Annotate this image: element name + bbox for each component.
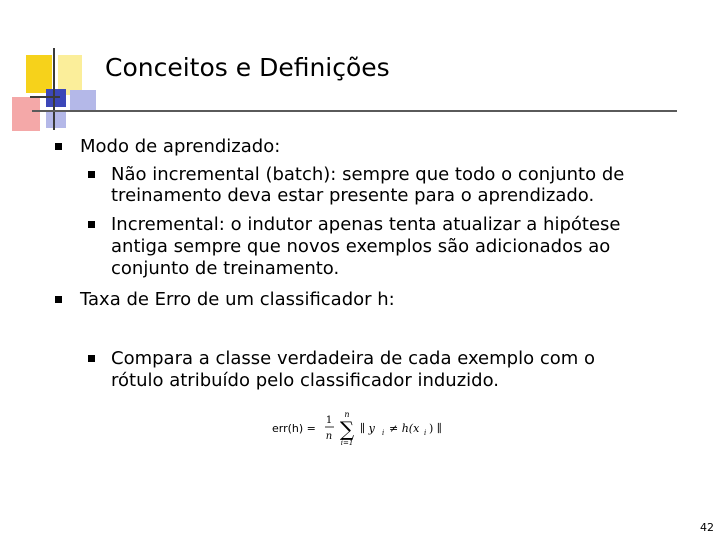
sub-bullet-text-cont: antiga sempre que novos exemplos são adicionados ao [111,236,611,257]
decor-vertical-line [53,48,55,130]
formula-body: ∥ y [360,422,375,435]
sum-icon: ∑ [339,417,355,441]
title-underline [32,110,677,112]
decor-yellow-square [26,55,52,93]
formula-frac-den: n [325,431,333,442]
bullet-text: Modo de aprendizado: [80,136,281,157]
sub-bullet-marker [88,355,95,362]
sub-bullet-text-cont: treinamento deva estar presente para o aprendizado. [111,185,595,206]
formula-neq: ≠ h(x [389,422,420,435]
bullet-marker [55,143,62,150]
formula-close: ) ∥ [429,422,442,435]
sub-bullet-text: Incremental: o indutor apenas tenta atualizar a hipótese [111,214,621,235]
decor-light-blue-square [70,90,96,112]
formula-x-sub: i [424,429,427,437]
formula-lhs: err(h) = [272,422,316,435]
sub-bullet-marker [88,221,95,228]
page-number: 42 [700,521,714,534]
error-rate-formula [272,408,448,446]
sub-bullet-text-cont: conjunto de treinamento. [111,258,340,279]
sub-bullet-text: Compara a classe verdadeira de cada exemplo com o [111,348,596,369]
formula-sum-bottom: i=1 [340,439,354,446]
bullet-text: Taxa de Erro de um classificador h: [80,289,395,310]
slide-title: Conceitos e Definições [105,53,390,82]
sub-bullet-text: Não incremental (batch): sempre que todo o conjunto de [111,164,625,185]
formula-body-sub: i [382,429,385,437]
formula-frac-num: 1 [325,415,333,426]
decor-short-line [30,96,60,98]
decor-blue-square [46,89,66,107]
decor-light-blue-square-small [46,112,66,128]
sub-bullet-marker [88,171,95,178]
sub-bullet-text-cont: rótulo atribuído pelo classificador induzido. [111,370,499,391]
bullet-marker [55,296,62,303]
formula-sum-top: n [344,410,350,419]
decor-pink-square [12,97,40,131]
